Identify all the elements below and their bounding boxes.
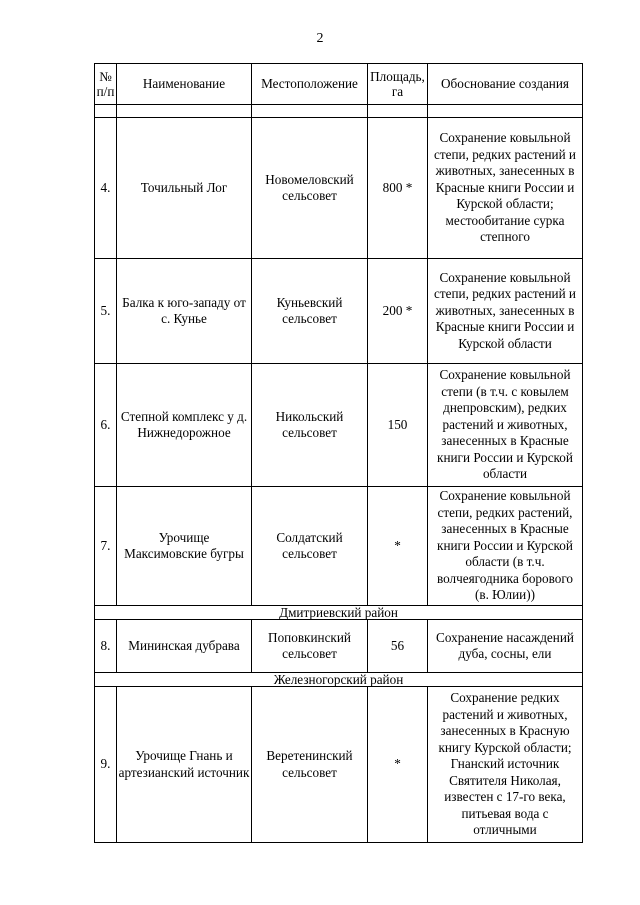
table-row	[95, 259, 583, 364]
table-row	[95, 620, 583, 673]
row-name: Точильный Лог	[117, 118, 252, 259]
row-area: *	[368, 687, 428, 843]
row-reason: Сохранение ковыльной степи, редких растений, занесенных в Красные книги России и Курской области (в т.ч. волчеягодника борового (в. Юлии))	[428, 487, 583, 606]
section-row-dmitriev	[95, 606, 583, 620]
row-reason: Сохранение редких растений и животных, занесенных в Красную книгу Курской области; Гнанский источник Святителя Николая, известен с 17-го века, питьевая вода с отличными	[428, 687, 583, 843]
section-title: Дмитриевский район	[95, 606, 583, 620]
row-num: 7.	[95, 487, 117, 606]
row-location: Солдатский сельсовет	[252, 487, 368, 606]
header-area: Площадь, га	[368, 64, 428, 105]
section-row-zheleznogorsk	[95, 673, 583, 687]
row-name: Урочище Максимовские бугры	[117, 487, 252, 606]
row-area: 200 *	[368, 259, 428, 364]
row-reason: Сохранение ковыльной степи (в т.ч. с ковылем днепровским), редких растений и животных, занесенных в Красные книги России и Курской области	[428, 364, 583, 487]
table-spacer-row	[95, 105, 583, 118]
row-location: Веретенинский сельсовет	[252, 687, 368, 843]
header-num: № п/п	[95, 64, 117, 105]
row-num: 9.	[95, 687, 117, 843]
table-row	[95, 687, 583, 843]
table-row	[95, 364, 583, 487]
header-reason: Обоснование создания	[428, 64, 583, 105]
row-num: 5.	[95, 259, 117, 364]
row-area: 56	[368, 620, 428, 673]
row-location: Куньевский сельсовет	[252, 259, 368, 364]
section-title: Железногорский район	[95, 673, 583, 687]
row-area: 800 *	[368, 118, 428, 259]
row-name: Мининская дубрава	[117, 620, 252, 673]
row-name: Балка к юго-западу от с. Кунье	[117, 259, 252, 364]
header-name: Наименование	[117, 64, 252, 105]
row-area: 150	[368, 364, 428, 487]
row-num: 6.	[95, 364, 117, 487]
row-num: 4.	[95, 118, 117, 259]
table-header-row	[95, 64, 583, 105]
reserves-table	[94, 63, 583, 843]
table-row	[95, 487, 583, 606]
row-name: Урочище Гнань и артезианский источник	[117, 687, 252, 843]
page-number: 2	[316, 31, 324, 46]
row-reason: Сохранение ковыльной степи, редких растений и животных, занесенных в Красные книги России и Курской области	[428, 259, 583, 364]
header-location: Местоположение	[252, 64, 368, 105]
row-name: Степной комплекс у д. Нижнедорожное	[117, 364, 252, 487]
row-num: 8.	[95, 620, 117, 673]
row-reason: Сохранение ковыльной степи, редких растений и животных, занесенных в Красные книги России и Курской области; местообитание сурка степного	[428, 118, 583, 259]
row-area: *	[368, 487, 428, 606]
row-location: Поповкинский сельсовет	[252, 620, 368, 673]
row-location: Новомеловский сельсовет	[252, 118, 368, 259]
row-location: Никольский сельсовет	[252, 364, 368, 487]
row-reason: Сохранение насаждений дуба, сосны, ели	[428, 620, 583, 673]
table-row	[95, 118, 583, 259]
